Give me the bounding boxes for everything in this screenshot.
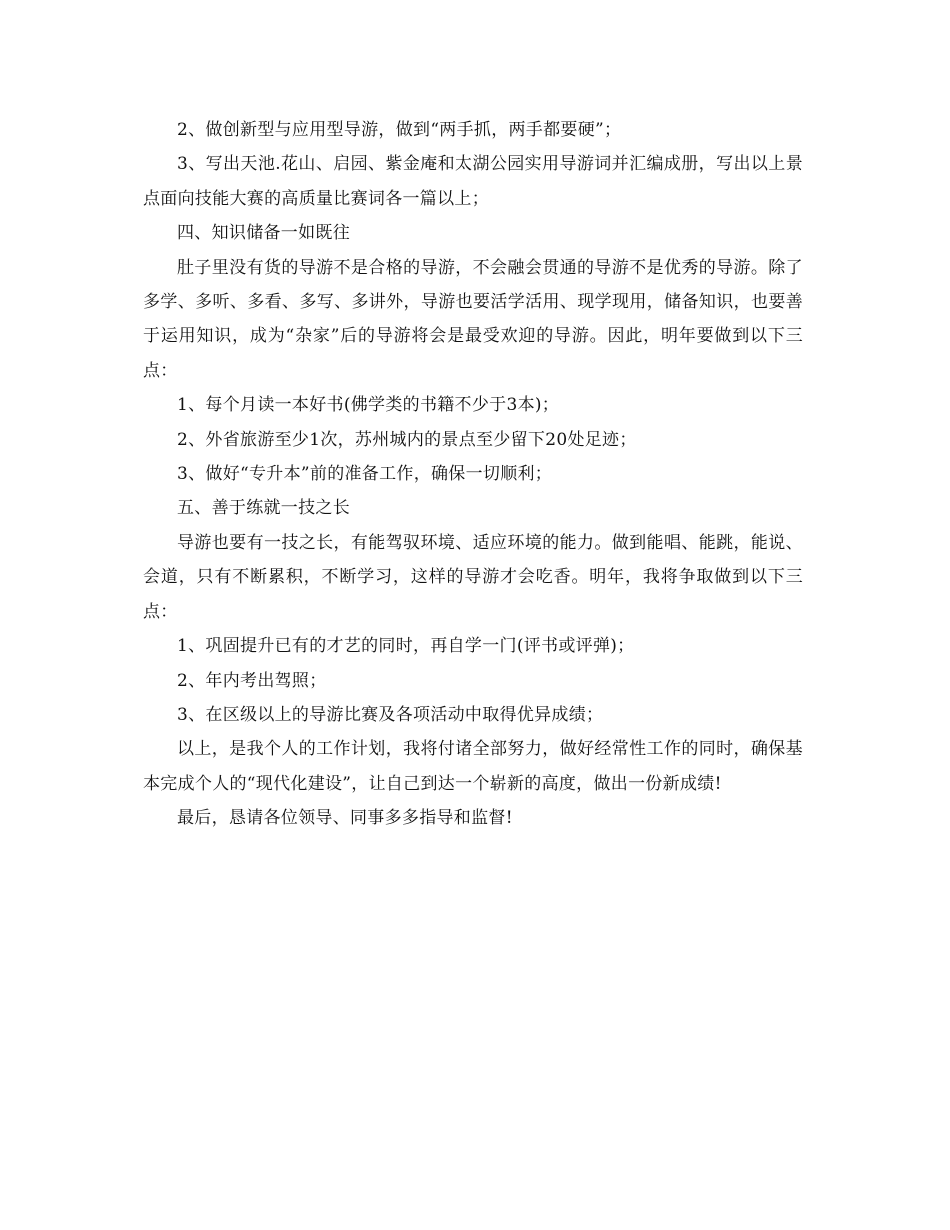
paragraph-knowledge-item-2: 2、外省旅游至少1次，苏州城内的景点至少留下20处足迹； [177, 429, 637, 450]
paragraph-knowledge-intro: 肚子里没有货的导游不是合格的导游，不会融会贯通的导游不是优秀的导游。除了多学、多听、多看、多写、多讲外，导游也要活学活用、现学现用，储备知识，也要善于运用知识，成为“杂家”后的导游将会是最受欢迎的导游。因此，明年要做到以下三点： [143, 257, 803, 381]
section-heading-skills: 五、善于练就一技之长 [177, 498, 350, 519]
paragraph-knowledge-item-3: 3、做好“专升本”前的准备工作，确保一切顺利； [177, 464, 553, 485]
paragraph-skills-item-3: 3、在区级以上的导游比赛及各项活动中取得优异成绩； [177, 704, 604, 725]
document-body [143, 113, 803, 836]
paragraph-skills-item-2: 2、年内考出驾照； [177, 670, 327, 691]
paragraph-goal-2: 2、做创新型与应用型导游，做到“两手抓，两手都要硬”； [177, 120, 622, 140]
paragraph-closing: 最后，恳请各位领导、同事多多指导和监督! [177, 808, 513, 829]
section-heading-knowledge: 四、知识储备一如既往 [177, 223, 350, 244]
paragraph-skills-intro: 导游也要有一技之长，有能驾驭环境、适应环境的能力。做到能唱、能跳，能说、会道，只有不断累积，不断学习，这样的导游才会吃香。明年，我将争取做到以下三点： [143, 532, 803, 622]
paragraph-knowledge-item-1: 1、每个月读一本好书(佛学类的书籍不少于3本)； [177, 395, 560, 416]
paragraph-conclusion: 以上，是我个人的工作计划，我将付诸全部努力，做好经常性工作的同时，确保基本完成个人的“现代化建设”，让自己到达一个崭新的高度，做出一份新成绩! [143, 739, 803, 794]
paragraph-goal-3: 3、写出天池.花山、启园、紫金庵和太湖公园实用导游词并汇编成册，写出以上景点面向技能大赛的高质量比赛词各一篇以上； [143, 154, 803, 209]
paragraph-skills-item-1: 1、巩固提升已有的才艺的同时，再自学一门(评书或评弹)； [177, 636, 635, 657]
